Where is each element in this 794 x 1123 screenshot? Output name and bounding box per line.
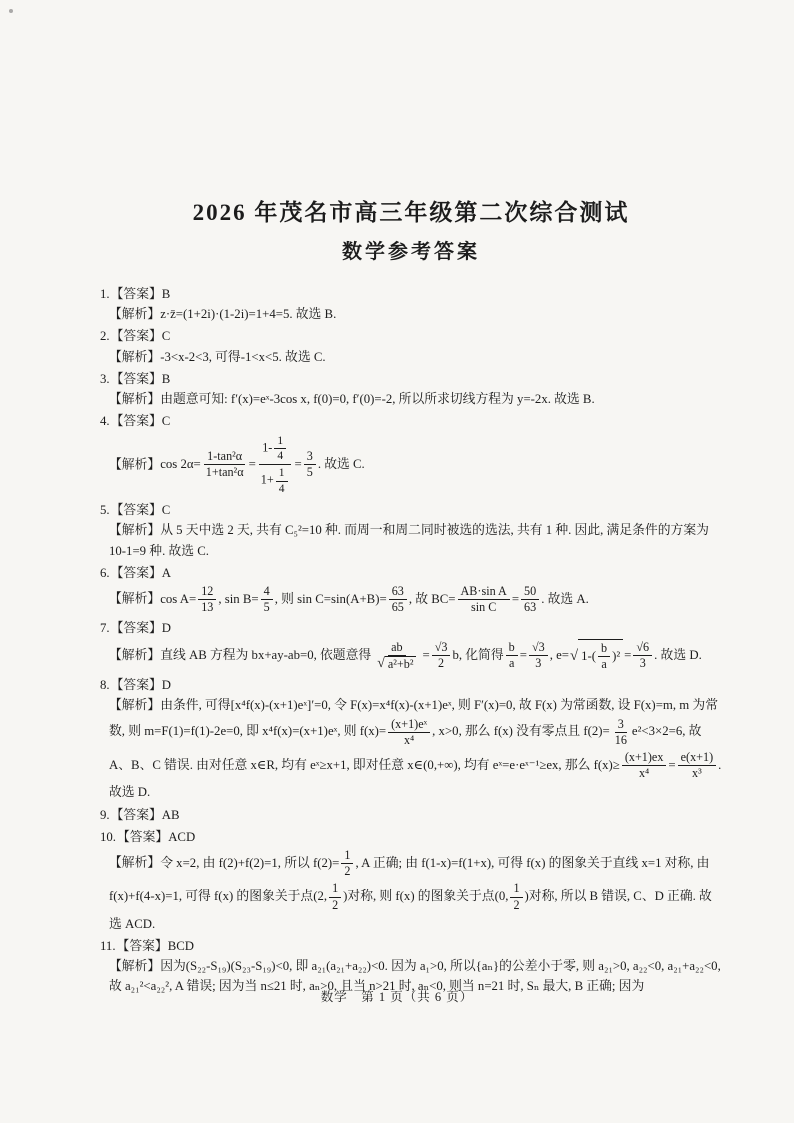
analysis-label: 【解析】 — [109, 647, 161, 662]
page-title: 2026 年茂名市高三年级第二次综合测试 — [192, 200, 630, 225]
answer-label: 【答案】 — [110, 621, 162, 636]
fraction: $\frac{1}{2}$ — [329, 881, 341, 912]
answer-value: D — [161, 678, 172, 693]
answer-label: 【答案】 — [110, 503, 162, 518]
fraction: $\frac{b}{a}$ — [598, 641, 610, 672]
analysis-paragraph — [109, 583, 722, 616]
answer-item — [100, 284, 722, 324]
item-number: 3. — [100, 371, 110, 386]
answer-line — [100, 563, 722, 583]
answer-line — [100, 326, 722, 346]
answer-value: C — [161, 329, 171, 344]
analysis-paragraph — [109, 347, 722, 367]
answer-label: 【答案】 — [110, 287, 162, 301]
analysis-content: z·z̄=(1+2i)·(1-2i)=1+4=5. 故选 B. — [160, 307, 337, 322]
analysis-content: 令 x=2, 由 f(2)+f(2)=1, 所以 f(2)= $\frac{1}{2}$ , A 正确; 由 f(1-x)=f(1+x), 可得 f(x) 的图象关于直线 x=1 对称, 由 f(x)+f(4-x)=1, 可得 f(x) 的图象关于点(2, $\frac{1}{2}$ )对称, 则 f(x) 的图象关于点(0, $\frac{1}{2}$ )对称, 所以 B 错误, C、D 正确. 故选 ACD. — [109, 848, 712, 931]
answer-item — [100, 411, 722, 498]
item-number: 4. — [100, 414, 110, 429]
fraction: $\frac{3}{5}$ — [304, 449, 316, 480]
answer-value: BCD — [167, 938, 195, 953]
analysis-content: 由题意可知: f′(x)=eˣ-3cos x, f(0)=0, f′(0)=-2, 所以所求切线方程为 y=-2x. 故选 B. — [160, 392, 595, 407]
answer-line — [100, 675, 722, 695]
analysis-label: 【解析】 — [109, 349, 161, 364]
item-number: 5. — [100, 503, 110, 518]
page-subtitle: 数学参考答案 — [342, 241, 480, 263]
analysis-paragraph — [109, 520, 722, 560]
answers-list — [100, 284, 722, 997]
fraction: $\frac{b}{a}$ — [506, 640, 518, 671]
answer-value: D — [161, 621, 172, 636]
item-number: 7. — [100, 621, 110, 636]
answer-label: 【答案】 — [110, 678, 162, 693]
answer-item — [100, 827, 722, 934]
answer-item — [100, 500, 722, 561]
analysis-content: cos A= $\frac{12}{13}$ , sin B= $\frac{4}{5}$ , 则 sin C=sin(A+B)= $\frac{63}{65}$ , 故 BC= $\frac{\text{AB·sin A}}{\text{sin C}}$ = $\frac{50}{63}$ . 故选 A. — [160, 584, 589, 615]
answer-line — [100, 369, 722, 389]
answer-label: 【答案】 — [110, 807, 162, 822]
analysis-paragraph — [109, 847, 722, 934]
fraction: $\frac{1}{2}$ — [341, 848, 353, 879]
answer-line — [100, 936, 722, 956]
analysis-paragraph — [109, 432, 722, 499]
fraction: $\frac{\text{AB·sin A}}{\text{sin C}}$ — [458, 584, 510, 615]
fraction: 1- $\frac{1}{4}$ 1+ $\frac{1}{4}$ — [258, 433, 293, 498]
answer-value: ACD — [168, 829, 196, 844]
answer-label: 【答案】 — [117, 829, 169, 844]
answer-line — [100, 827, 722, 847]
analysis-label: 【解析】 — [109, 523, 161, 538]
analysis-content: 从 5 天中选 2 天, 共有 C₅²=10 种. 而周一和周二同时被选的选法, 共有 1 种. 因此, 满足条件的方案为 10-1=9 种. 故选 C. — [109, 523, 709, 558]
radical: √ 1-( $\frac{b}{a}$ )² — [570, 639, 623, 673]
analysis-label: 【解析】 — [109, 392, 161, 407]
answer-line — [100, 411, 722, 431]
analysis-label: 【解析】 — [109, 855, 161, 870]
answer-label: 【答案】 — [116, 938, 168, 953]
answer-value: B — [161, 371, 171, 386]
analysis-label: 【解析】 — [109, 959, 161, 974]
analysis-paragraph — [109, 695, 722, 802]
answer-value: C — [161, 503, 171, 518]
answer-item — [100, 618, 722, 673]
analysis-paragraph — [109, 389, 722, 409]
fraction: $\frac{63}{65}$ — [389, 584, 407, 615]
analysis-label: 【解析】 — [109, 591, 161, 606]
fraction: $\frac{3}{16}$ — [614, 716, 627, 747]
analysis-content: cos 2α= $\frac{\text{1-tan²α}}{\text{1+tan²α}}$ = 1- $\frac{1}{4}$ 1+ $\frac{1}{4}$ = $\frac{3}{5}$ . 故选 C. — [160, 457, 365, 471]
scan-speck — [9, 9, 13, 13]
analysis-content: 直线 AB 方程为 bx+ay-ab=0, 依题意得 ab √ a²+b² = $\frac{√3}{2}$ b, 化简得 $\frac{b}{a}$ = $\frac{√3}{3}$ , e= √ 1-( $\frac{b}{a}$ )² = $\frac{√6}{3}$ . 故选 D. — [160, 648, 702, 662]
analysis-label: 【解析】 — [109, 456, 161, 471]
fraction: $\frac{12}{13}$ — [198, 584, 216, 615]
item-number: 11. — [100, 938, 116, 953]
answer-item — [100, 563, 722, 617]
item-number: 6. — [100, 565, 110, 580]
fraction: $\frac{\text{1-tan²α}}{\text{1+tan²α}}$ — [205, 449, 244, 480]
analysis-paragraph — [109, 304, 722, 324]
item-number: 10. — [100, 829, 116, 844]
answer-line — [100, 284, 722, 304]
answer-item — [100, 369, 722, 409]
answer-item — [100, 675, 722, 802]
item-number: 2. — [100, 329, 110, 344]
answer-line — [100, 500, 722, 520]
analysis-content: -3<x-2<3, 可得-1<x<5. 故选 C. — [160, 349, 326, 364]
answer-line — [100, 805, 722, 825]
answer-value: B — [161, 287, 171, 301]
answer-label: 【答案】 — [110, 371, 162, 386]
radical: √ a²+b² — [377, 656, 416, 672]
analysis-label: 【解析】 — [109, 698, 161, 713]
fraction: $\frac{e(x+1)}{\text{x³}}$ — [678, 750, 717, 781]
fraction: ab √ a²+b² — [373, 640, 420, 672]
analysis-content: 由条件, 可得[x⁴f(x)-(x+1)eˣ]′=0, 令 F(x)=x⁴f(x)-(x+1)eˣ, 则 F′(x)=0, 故 F(x) 为常函数, 设 F(x)=m, m 为常数, 则 m=F(1)=f(1)-2e=0, 即 x⁴f(x)=(x+1)eˣ, 则 f(x)= $\frac{\text{(x+1)eˣ}}{\text{x⁴}}$ , x>0, 那么 f(x) 没有零点且 f(2)= $\frac{3}{16}$ e²<3×2=6, 故 A、B、C 错误. 由对任意 x∈R, 均有 eˣ≥x+1, 即对任意 x∈(0,+∞), 均有 eˣ=e·eˣ⁻¹≥ex, 那么 f(x)≥ $\frac{(x+1)ex}{\text{x⁴}}$ = $\frac{e(x+1)}{\text{x³}}$ . 故选 D. — [109, 698, 722, 800]
page-footer: 数学 第 1 页（共 6 页） — [320, 990, 474, 1004]
item-number: 9. — [100, 807, 110, 822]
fraction: $\frac{√3}{3}$ — [529, 640, 548, 671]
analysis-content: 因为(S₂₂-S₁₉)(S₂₃-S₁₉)<0, 即 a₂₁(a₂₁+a₂₂)<0. 因为 a₁>0, 所以{aₙ}的公差小于零, 则 a₂₁>0, a₂₂<0, a₂₁+a₂₂<0, 故 a₂₁²<a₂₂², A 错误; 因为当 n≤21 时, aₙ>0, 且当 n>21 时, aₙ<0, 则当 n=21 时, Sₙ 最大, B 正确; 因为 — [109, 959, 721, 994]
analysis-label: 【解析】 — [109, 307, 161, 322]
answer-label: 【答案】 — [110, 565, 162, 580]
fraction: $\frac{1}{4}$ — [276, 466, 288, 496]
fraction: $\frac{√3}{2}$ — [432, 640, 451, 671]
fraction: $\frac{1}{4}$ — [274, 434, 286, 464]
fraction: $\frac{1}{2}$ — [510, 881, 522, 912]
analysis-paragraph — [109, 639, 722, 673]
answer-item — [100, 805, 722, 825]
fraction: $\frac{(x+1)ex}{\text{x⁴}}$ — [622, 750, 667, 781]
answer-value: A — [161, 565, 172, 580]
answer-value: C — [161, 414, 171, 429]
fraction: $\frac{50}{63}$ — [521, 584, 539, 615]
fraction: $\frac{4}{5}$ — [261, 584, 273, 615]
fraction: $\frac{\text{(x+1)eˣ}}{\text{x⁴}}$ — [388, 717, 430, 748]
answer-line — [100, 618, 722, 638]
item-number: 1. — [100, 287, 110, 301]
answer-item — [100, 326, 722, 366]
answer-label: 【答案】 — [110, 414, 162, 429]
fraction: $\frac{√6}{3}$ — [633, 640, 652, 671]
item-number: 8. — [100, 678, 110, 693]
answer-value: AB — [161, 807, 180, 822]
answer-label: 【答案】 — [110, 329, 162, 344]
